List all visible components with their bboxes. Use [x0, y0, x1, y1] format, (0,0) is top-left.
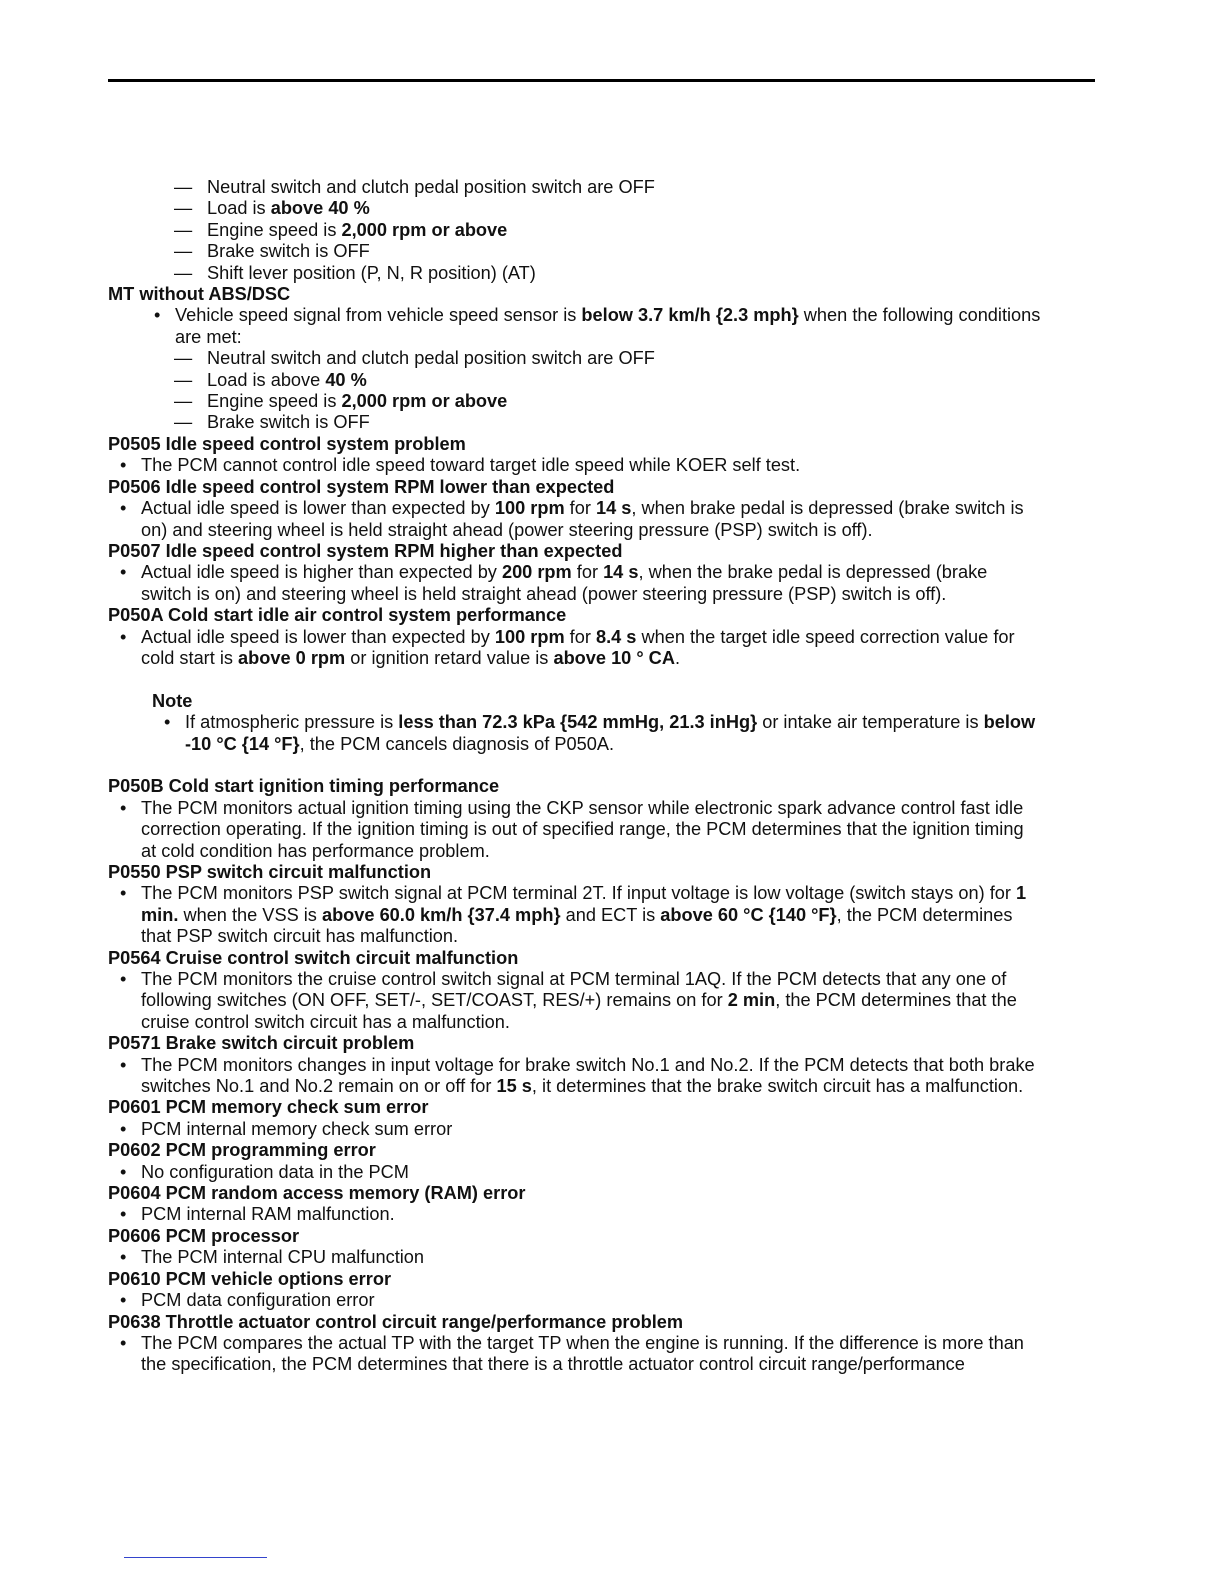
dtc-list: [108, 776, 1098, 1375]
text-run: and ECT is: [560, 904, 661, 925]
text-run: If atmospheric pressure is: [185, 712, 399, 733]
footer-link-underline[interactable]: [124, 1557, 267, 1558]
text-run: for: [571, 562, 604, 583]
spacer: [108, 755, 1098, 776]
bullet-icon: •: [120, 626, 127, 647]
text-run: for: [564, 498, 596, 519]
document-body: [108, 177, 1098, 1376]
note-text: [185, 712, 1098, 755]
dtc-list: [108, 434, 1098, 669]
text-run: when the target idle speed correction value for: [636, 626, 1015, 647]
list-item-text: [141, 883, 1098, 947]
list-item: [108, 969, 1098, 1033]
text-run: Load is: [207, 198, 271, 219]
bullet-icon: •: [120, 1332, 127, 1353]
list-item-text: [141, 1247, 1098, 1268]
text-run: correction operating. If the ignition timing is out of specified range, the PCM determines that the ignition timing: [141, 819, 1024, 840]
text-run: The PCM internal CPU malfunction: [141, 1247, 425, 1268]
text-run: are met:: [175, 326, 242, 347]
list-item: [108, 1055, 1098, 1098]
text-run: The PCM monitors changes in input voltage for brake switch No.1 and No.2. If the PCM detects that both brake: [141, 1054, 1035, 1075]
text-run: The PCM monitors the cruise control switch signal at PCM terminal 1AQ. If the PCM detects that any one of: [141, 969, 1007, 989]
list-item-text: [141, 1204, 1098, 1225]
text-run: The PCM monitors actual ignition timing using the CKP sensor while electronic spark advance control fast idle: [141, 797, 1024, 818]
text-run: the specification, the PCM determines that there is a throttle actuator control circuit range/performance: [141, 1354, 965, 1375]
list-item-text: [141, 798, 1098, 862]
text-line: [141, 1204, 1098, 1225]
at-condition-list: [108, 177, 1098, 284]
emphasis-text: 2,000 rpm or above: [341, 391, 508, 412]
text-line: [141, 883, 1098, 904]
emphasis-text: less than 72.3 kPa {542 mmHg, 21.3 inHg}: [398, 712, 758, 733]
emphasis-text: 14 s: [595, 498, 632, 519]
dash-icon: —: [174, 219, 193, 240]
text-run: .: [674, 647, 681, 668]
section-heading: MT without ABS/DSC: [108, 284, 291, 305]
text-line: [141, 455, 1098, 476]
list-item-text: [141, 455, 1098, 476]
text-run: Neutral switch and clutch pedal position switch are OFF: [207, 177, 655, 197]
text-run: cold start is: [141, 647, 239, 668]
bullet-icon: •: [120, 1161, 127, 1182]
list-item: [108, 1290, 1098, 1311]
dtc-heading: P0610 PCM vehicle options error: [108, 1268, 392, 1289]
bullet-icon: •: [120, 797, 127, 818]
text-run: PCM data configuration error: [141, 1290, 375, 1311]
bullet-icon: •: [120, 1204, 127, 1225]
text-run: Actual idle speed is lower than expected by: [141, 498, 495, 519]
bullet-icon: •: [154, 305, 161, 326]
dtc-heading: P0506 Idle speed control system RPM lower than expected: [108, 476, 615, 497]
text-run: at cold condition has performance problem.: [141, 840, 490, 861]
dtc-heading: P0550 PSP switch circuit malfunction: [108, 861, 432, 882]
bullet-icon: •: [120, 883, 127, 904]
emphasis-text: 8.4 s: [595, 626, 637, 647]
condition-item: [108, 198, 1098, 219]
note-item: [108, 712, 1098, 755]
emphasis-text: 14 s: [603, 562, 639, 583]
dash-icon: —: [174, 198, 193, 219]
emphasis-text: above 60 °C {140 °F}: [660, 904, 837, 925]
text-run: , the PCM cancels diagnosis of P050A.: [299, 733, 615, 754]
bullet-icon: •: [120, 1118, 127, 1139]
list-item-text: [141, 969, 1098, 1033]
bullet-icon: •: [120, 562, 127, 583]
text-line: [141, 562, 1098, 583]
list-item: [108, 1247, 1098, 1268]
dtc-heading: P050B Cold start ignition timing performance: [108, 776, 500, 797]
text-run: on) and steering wheel is held straight ahead (power steering pressure (PSP) switch is off).: [141, 519, 873, 540]
text-line: [141, 1354, 1098, 1375]
list-item: [108, 562, 1098, 605]
text-line: [175, 327, 1098, 348]
text-line: [141, 498, 1098, 519]
text-line: [175, 305, 1098, 326]
emphasis-text: 2 min: [727, 990, 776, 1011]
dtc-heading: P0571 Brake switch circuit problem: [108, 1033, 415, 1054]
text-line: [141, 1119, 1098, 1140]
emphasis-text: above 60.0 km/h {37.4 mph}: [321, 904, 561, 925]
dtc-heading: P0638 Throttle actuator control circuit range/performance problem: [108, 1311, 684, 1332]
text-line: [141, 905, 1098, 926]
list-item: [108, 1119, 1098, 1140]
text-run: Load is above: [207, 369, 326, 390]
condition-item: [108, 263, 1098, 284]
text-run: cruise control switch circuit has a malfunction.: [141, 1011, 510, 1032]
text-run: Actual idle speed is higher than expected by: [141, 562, 502, 583]
text-run: , it determines that the brake switch circuit has a malfunction.: [531, 1076, 1024, 1097]
list-item: [108, 1204, 1098, 1225]
text-run: The PCM monitors PSP switch signal at PCM terminal 2T. If input voltage is low voltage (switch stays on) for: [141, 883, 1017, 904]
emphasis-text: above 0 rpm: [238, 647, 346, 668]
bullet-icon: •: [120, 1054, 127, 1075]
dtc-heading: P0505 Idle speed control system problem: [108, 433, 466, 454]
emphasis-text: below: [983, 712, 1036, 733]
list-item-text: [175, 305, 1098, 348]
emphasis-text: 200 rpm: [501, 562, 572, 583]
text-run: or intake air temperature is: [757, 712, 984, 733]
dash-icon: —: [174, 262, 193, 283]
condition-item: [108, 412, 1098, 433]
dash-icon: —: [174, 369, 193, 390]
text-line: [141, 819, 1098, 840]
text-run: Neutral switch and clutch pedal position switch are OFF: [207, 348, 655, 369]
emphasis-text: 15 s: [496, 1076, 532, 1097]
text-line: [141, 798, 1098, 819]
text-run: The PCM compares the actual TP with the target TP when the engine is running. If the difference is more than: [141, 1332, 1024, 1353]
text-run: when the VSS is: [178, 904, 322, 925]
text-run: PCM internal memory check sum error: [141, 1118, 453, 1139]
text-run: , when brake pedal is depressed (brake switch is: [631, 498, 1024, 519]
text-run: Brake switch is OFF: [207, 412, 370, 433]
text-run: , the PCM determines that the: [775, 990, 1017, 1011]
list-item-text: [141, 1162, 1098, 1183]
condition-item: [108, 370, 1098, 391]
condition-item: [108, 391, 1098, 412]
text-run: switch is on) and steering wheel is held straight ahead (power steering pressure (PSP) switch is off).: [141, 583, 947, 604]
list-item-text: [141, 1119, 1098, 1140]
text-run: Brake switch is OFF: [207, 241, 370, 262]
text-run: , the PCM determines: [836, 904, 1013, 925]
text-line: [141, 969, 1098, 990]
text-run: Vehicle speed signal from vehicle speed sensor is: [175, 305, 582, 326]
bullet-icon: •: [120, 1290, 127, 1311]
emphasis-text: 100 rpm: [494, 498, 565, 519]
bullet-icon: •: [120, 498, 127, 519]
dtc-heading: P0564 Cruise control switch circuit malfunction: [108, 947, 519, 968]
emphasis-text: above 40 %: [270, 198, 370, 219]
text-line: [141, 1076, 1098, 1097]
header-rule: [108, 79, 1095, 82]
dtc-heading: P050A Cold start idle air control system performance: [108, 605, 567, 626]
text-line: [141, 841, 1098, 862]
text-run: when the following conditions: [798, 305, 1041, 326]
emphasis-text: 100 rpm: [494, 626, 565, 647]
bullet-icon: •: [120, 1247, 127, 1268]
emphasis-text: 40 %: [325, 369, 367, 390]
text-run: following switches (ON OFF, SET/-, SET/COAST, RES/+) remains on for: [141, 990, 728, 1011]
bullet-icon: •: [120, 455, 127, 476]
condition-item: [108, 348, 1098, 369]
condition-item: [108, 177, 1098, 198]
list-item: [108, 455, 1098, 476]
list-item: [108, 498, 1098, 541]
emphasis-text: 1: [1016, 883, 1027, 904]
emphasis-text: below 3.7 km/h {2.3 mph}: [581, 305, 799, 326]
list-item: [108, 798, 1098, 862]
dtc-heading: P0604 PCM random access memory (RAM) error: [108, 1183, 526, 1204]
text-run: switches No.1 and No.2 remain on or off for: [141, 1076, 497, 1097]
text-run: Shift lever position (P, N, R position) (AT): [207, 262, 536, 283]
text-line: [141, 1162, 1098, 1183]
text-line: [141, 990, 1098, 1011]
mt-condition-list: [108, 348, 1098, 434]
text-run: No configuration data in the PCM: [141, 1161, 409, 1182]
list-item-text: [141, 1055, 1098, 1098]
text-line: [141, 1333, 1098, 1354]
dtc-heading: P0606 PCM processor: [108, 1225, 300, 1246]
text-line: [185, 734, 1098, 755]
dash-icon: —: [174, 348, 193, 369]
text-line: [141, 1055, 1098, 1076]
list-item: [108, 305, 1098, 348]
list-item-text: [141, 562, 1098, 605]
text-run: Actual idle speed is lower than expected by: [141, 626, 495, 647]
dash-icon: —: [174, 177, 193, 197]
dtc-heading: P0507 Idle speed control system RPM higher than expected: [108, 540, 623, 561]
list-item: [108, 1333, 1098, 1376]
emphasis-text: -10 °C {14 °F}: [185, 733, 300, 754]
text-run: PCM internal RAM malfunction.: [141, 1204, 395, 1225]
text-run: The PCM cannot control idle speed toward target idle speed while KOER self test.: [141, 455, 801, 476]
dtc-heading: P0602 PCM programming error: [108, 1140, 376, 1161]
text-line: [141, 926, 1098, 947]
text-line: [141, 1012, 1098, 1033]
list-item-text: [141, 1290, 1098, 1311]
list-item: [108, 1162, 1098, 1183]
text-line: [185, 712, 1098, 733]
list-item: [108, 627, 1098, 670]
dash-icon: —: [174, 241, 193, 262]
dash-icon: —: [174, 412, 193, 433]
list-item-text: [141, 498, 1098, 541]
text-run: Engine speed is: [207, 391, 342, 412]
text-line: [141, 648, 1098, 669]
list-item-text: [141, 1333, 1098, 1376]
emphasis-text: min.: [141, 904, 179, 925]
emphasis-text: 2,000 rpm or above: [341, 219, 508, 240]
text-run: for: [564, 626, 596, 647]
condition-item: [108, 241, 1098, 262]
dash-icon: —: [174, 391, 193, 412]
bullet-icon: •: [164, 712, 171, 733]
dtc-heading: P0601 PCM memory check sum error: [108, 1097, 429, 1118]
note-title: Note: [152, 690, 193, 711]
bullet-icon: •: [120, 969, 127, 989]
text-run: that PSP switch circuit has malfunction.: [141, 926, 459, 947]
text-line: [141, 1247, 1098, 1268]
text-run: Engine speed is: [207, 219, 342, 240]
condition-item: [108, 220, 1098, 241]
text-run: or ignition retard value is: [345, 647, 554, 668]
emphasis-text: above 10 ° CA: [553, 647, 675, 668]
text-line: [141, 520, 1098, 541]
text-line: [141, 584, 1098, 605]
list-item: [108, 883, 1098, 947]
text-line: [141, 627, 1098, 648]
text-run: , when the brake pedal is depressed (brake: [638, 562, 988, 583]
list-item-text: [141, 627, 1098, 670]
text-line: [141, 1290, 1098, 1311]
